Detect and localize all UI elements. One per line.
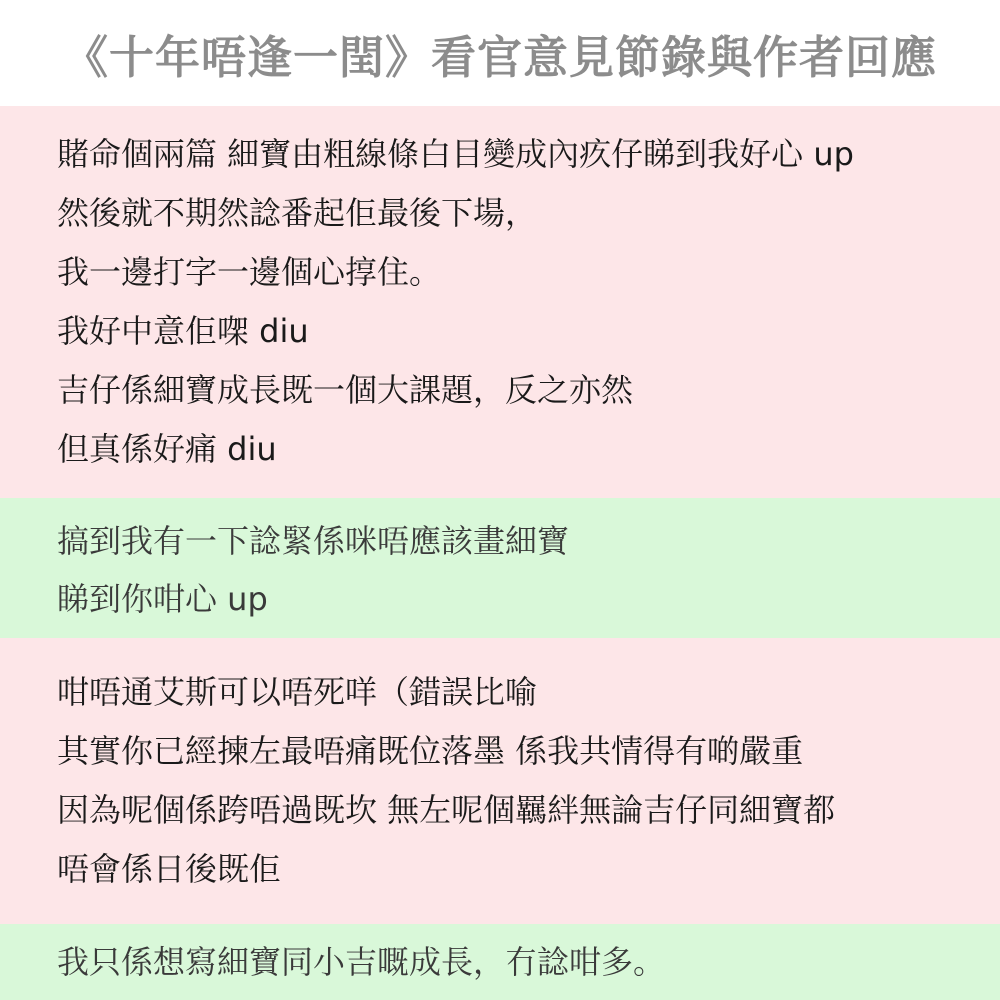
page-title: 《十年唔逢一閏》看官意見節錄與作者回應 [62, 30, 937, 84]
text-line: 咁唔通艾斯可以唔死咩（錯誤比喻 [57, 673, 538, 711]
author-reply-block [0, 498, 1000, 638]
reader-comment-block [0, 106, 1000, 498]
header [0, 0, 1000, 106]
text-line: 我好中意佢㗎 diu [57, 312, 309, 350]
text-line: 其實你已經揀左最唔痛既位落墨 係我共情得有啲嚴重 [57, 732, 804, 770]
text-line: 吉仔係細寶成長既一個大課題，反之亦然 [57, 371, 634, 409]
text-line: 賭命個兩篇 細寶由粗線條白目變成內疚仔睇到我好心 up [57, 135, 854, 173]
reader-comment-block [0, 638, 1000, 924]
text-line: 我只係想寫細寶同小吉嘅成長，冇諗咁多。 [57, 943, 666, 981]
text-line: 但真係好痛 diu [57, 430, 277, 468]
text-line: 睇到你咁心 up [57, 580, 268, 618]
author-reply-block [0, 924, 1000, 1000]
text-line: 搞到我有一下諗緊係咪唔應該畫細寶 [57, 522, 570, 560]
text-line: 然後就不期然諗番起佢最後下場， [57, 194, 538, 232]
text-line: 因為呢個係跨唔過既坎 無左呢個羈絆無論吉仔同細寶都 [57, 791, 836, 829]
text-line: 唔會係日後既佢 [57, 850, 282, 888]
text-line: 我一邊打字一邊個心㨃住。 [57, 253, 442, 291]
